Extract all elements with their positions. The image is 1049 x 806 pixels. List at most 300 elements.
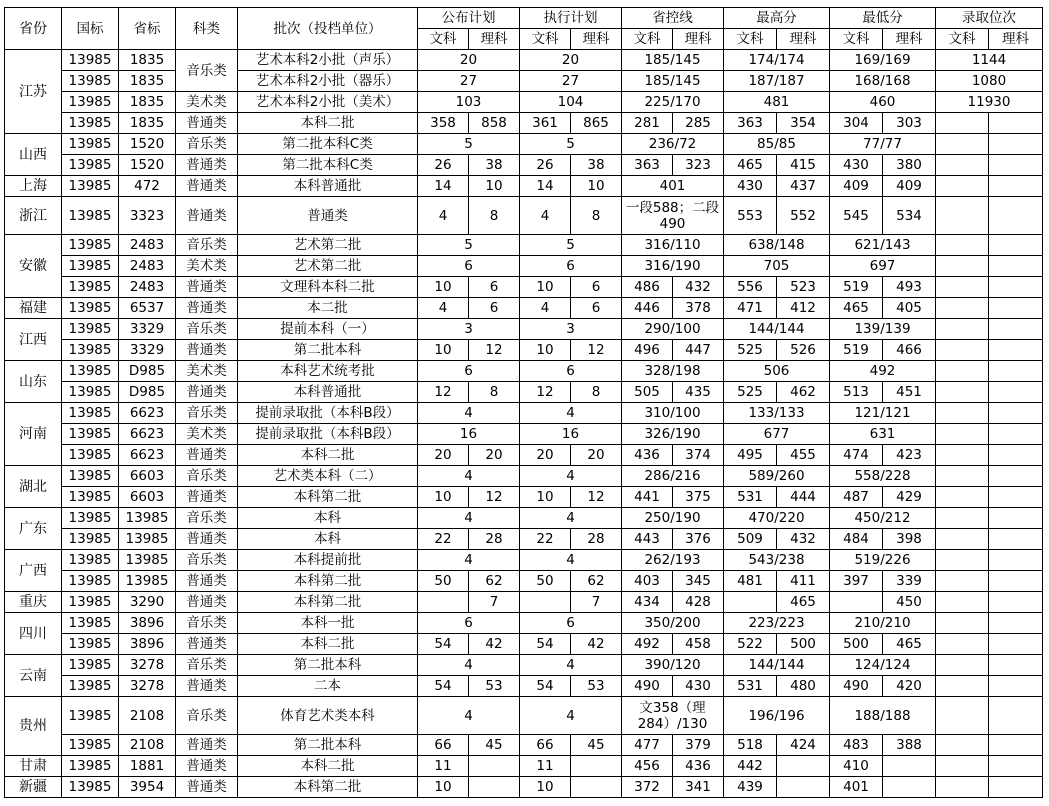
highest-score-li-cell: 523 xyxy=(777,277,830,298)
category-cell: 普通类 xyxy=(176,382,238,403)
national-code-cell: 13985 xyxy=(62,735,119,756)
executed-plan-li-cell: 6 xyxy=(571,298,622,319)
highest-score-cell: 589/260 xyxy=(724,466,830,487)
control-line-li-cell: 345 xyxy=(673,571,724,592)
batch-cell: 本二批 xyxy=(238,298,418,319)
admission-rank-wen-cell xyxy=(936,697,989,735)
national-code-cell: 13985 xyxy=(62,550,119,571)
executed-plan-wen-cell: 10 xyxy=(520,777,571,798)
admission-rank-li-cell xyxy=(989,197,1043,235)
admission-score-table xyxy=(4,7,1043,798)
subheader-li: 理科 xyxy=(673,29,724,50)
lowest-score-li-cell: 465 xyxy=(883,634,936,655)
highest-score-wen-cell: 522 xyxy=(724,634,777,655)
category-cell: 音乐类 xyxy=(176,50,238,92)
published-plan-li-cell: 12 xyxy=(469,487,520,508)
national-code-cell: 13985 xyxy=(62,424,119,445)
executed-plan-wen-cell: 54 xyxy=(520,676,571,697)
highest-score-wen-cell: 442 xyxy=(724,756,777,777)
control-line-cell: 290/100 xyxy=(622,319,724,340)
highest-score-wen-cell: 495 xyxy=(724,445,777,466)
table-row xyxy=(5,256,1043,277)
provincial-code-cell: 3278 xyxy=(119,676,176,697)
admission-rank-wen-cell xyxy=(936,571,989,592)
highest-score-li-cell: 444 xyxy=(777,487,830,508)
lowest-score-wen-cell: 484 xyxy=(830,529,883,550)
table-row xyxy=(5,550,1043,571)
published-plan-wen-cell: 22 xyxy=(418,529,469,550)
national-code-cell: 13985 xyxy=(62,466,119,487)
category-cell: 音乐类 xyxy=(176,697,238,735)
table-row xyxy=(5,466,1043,487)
batch-cell: 体育艺术类本科 xyxy=(238,697,418,735)
published-plan-wen-cell: 10 xyxy=(418,277,469,298)
published-plan-cell: 16 xyxy=(418,424,520,445)
lowest-score-wen-cell: 304 xyxy=(830,113,883,134)
executed-plan-li-cell: 42 xyxy=(571,634,622,655)
admission-rank-wen-cell xyxy=(936,197,989,235)
highest-score-li-cell: 437 xyxy=(777,176,830,197)
subheader-li: 理科 xyxy=(777,29,830,50)
published-plan-cell: 27 xyxy=(418,71,520,92)
admission-rank-li-cell xyxy=(989,508,1043,529)
table-row xyxy=(5,777,1043,798)
national-code-cell: 13985 xyxy=(62,235,119,256)
admission-rank-li-cell xyxy=(989,176,1043,197)
control-line-wen-cell: 441 xyxy=(622,487,673,508)
national-code-cell: 13985 xyxy=(62,50,119,71)
published-plan-cell: 6 xyxy=(418,256,520,277)
executed-plan-cell: 104 xyxy=(520,92,622,113)
table-row xyxy=(5,445,1043,466)
executed-plan-cell: 16 xyxy=(520,424,622,445)
header-published-plan: 公布计划 xyxy=(418,8,520,29)
highest-score-li-cell: 465 xyxy=(777,592,830,613)
header-national-code: 国标 xyxy=(62,8,119,50)
admission-rank-li-cell xyxy=(989,113,1043,134)
lowest-score-wen-cell: 483 xyxy=(830,735,883,756)
header-batch: 批次（投档单位） xyxy=(238,8,418,50)
table-row xyxy=(5,655,1043,676)
admission-rank-li-cell xyxy=(989,592,1043,613)
lowest-score-li-cell: 423 xyxy=(883,445,936,466)
table-row xyxy=(5,487,1043,508)
published-plan-cell: 6 xyxy=(418,613,520,634)
highest-score-cell: 85/85 xyxy=(724,134,830,155)
provincial-code-cell: 1835 xyxy=(119,71,176,92)
header-executed-plan: 执行计划 xyxy=(520,8,622,29)
control-line-cell: 一段588；二段490 xyxy=(622,197,724,235)
admission-rank-wen-cell xyxy=(936,134,989,155)
national-code-cell: 13985 xyxy=(62,134,119,155)
national-code-cell: 13985 xyxy=(62,319,119,340)
province-cell: 浙江 xyxy=(5,197,62,235)
province-cell: 安徽 xyxy=(5,235,62,298)
highest-score-cell: 481 xyxy=(724,92,830,113)
executed-plan-li-cell: 6 xyxy=(571,277,622,298)
provincial-code-cell: 1520 xyxy=(119,134,176,155)
executed-plan-li-cell xyxy=(571,777,622,798)
admission-rank-wen-cell xyxy=(936,756,989,777)
control-line-li-cell: 430 xyxy=(673,676,724,697)
control-line-wen-cell: 492 xyxy=(622,634,673,655)
lowest-score-wen-cell: 474 xyxy=(830,445,883,466)
published-plan-wen-cell: 11 xyxy=(418,756,469,777)
published-plan-li-cell: 10 xyxy=(469,176,520,197)
province-cell: 山东 xyxy=(5,361,62,403)
batch-cell: 第二批本科C类 xyxy=(238,134,418,155)
control-line-wen-cell: 281 xyxy=(622,113,673,134)
subheader-wen: 文科 xyxy=(622,29,673,50)
executed-plan-wen-cell: 11 xyxy=(520,756,571,777)
lowest-score-wen-cell: 487 xyxy=(830,487,883,508)
admission-rank-li-cell xyxy=(989,634,1043,655)
admission-rank-li-cell xyxy=(989,571,1043,592)
national-code-cell: 13985 xyxy=(62,508,119,529)
provincial-code-cell: 13985 xyxy=(119,508,176,529)
national-code-cell: 13985 xyxy=(62,298,119,319)
executed-plan-li-cell: 12 xyxy=(571,340,622,361)
national-code-cell: 13985 xyxy=(62,592,119,613)
subheader-li: 理科 xyxy=(989,29,1043,50)
highest-score-wen-cell: 471 xyxy=(724,298,777,319)
admission-rank-wen-cell xyxy=(936,155,989,176)
admission-rank-li-cell xyxy=(989,319,1043,340)
lowest-score-li-cell xyxy=(883,777,936,798)
highest-score-li-cell: 462 xyxy=(777,382,830,403)
control-line-wen-cell: 434 xyxy=(622,592,673,613)
admission-rank-wen-cell xyxy=(936,613,989,634)
control-line-cell: 236/72 xyxy=(622,134,724,155)
table-row xyxy=(5,634,1043,655)
lowest-score-wen-cell: 397 xyxy=(830,571,883,592)
provincial-code-cell: 1881 xyxy=(119,756,176,777)
executed-plan-wen-cell: 12 xyxy=(520,382,571,403)
admission-rank-wen-cell xyxy=(936,361,989,382)
provincial-code-cell: 2483 xyxy=(119,256,176,277)
admission-rank-wen-cell xyxy=(936,676,989,697)
executed-plan-wen-cell: 361 xyxy=(520,113,571,134)
lowest-score-cell: 460 xyxy=(830,92,936,113)
executed-plan-cell: 6 xyxy=(520,361,622,382)
admission-table-container xyxy=(4,7,1043,798)
executed-plan-cell: 4 xyxy=(520,655,622,676)
admission-rank-li-cell xyxy=(989,155,1043,176)
table-row xyxy=(5,340,1043,361)
category-cell: 普通类 xyxy=(176,487,238,508)
batch-cell: 文理科本科二批 xyxy=(238,277,418,298)
control-line-cell: 316/110 xyxy=(622,235,724,256)
category-cell: 音乐类 xyxy=(176,319,238,340)
lowest-score-wen-cell: 519 xyxy=(830,277,883,298)
highest-score-li-cell xyxy=(777,756,830,777)
lowest-score-li-cell: 405 xyxy=(883,298,936,319)
provincial-code-cell: 6623 xyxy=(119,424,176,445)
published-plan-cell: 4 xyxy=(418,550,520,571)
highest-score-wen-cell: 525 xyxy=(724,382,777,403)
published-plan-li-cell xyxy=(469,777,520,798)
national-code-cell: 13985 xyxy=(62,634,119,655)
control-line-li-cell: 447 xyxy=(673,340,724,361)
subheader-wen: 文科 xyxy=(830,29,883,50)
admission-rank-wen-cell xyxy=(936,298,989,319)
batch-cell: 提前本科（一） xyxy=(238,319,418,340)
control-line-wen-cell: 496 xyxy=(622,340,673,361)
category-cell: 音乐类 xyxy=(176,235,238,256)
admission-rank-wen-cell xyxy=(936,176,989,197)
category-cell: 普通类 xyxy=(176,445,238,466)
header-province: 省份 xyxy=(5,8,62,50)
executed-plan-wen-cell: 10 xyxy=(520,277,571,298)
subheader-li: 理科 xyxy=(571,29,622,50)
control-line-wen-cell: 363 xyxy=(622,155,673,176)
highest-score-cell: 187/187 xyxy=(724,71,830,92)
category-cell: 普通类 xyxy=(176,340,238,361)
province-cell: 新疆 xyxy=(5,777,62,798)
batch-cell: 艺术本科2小批（美术） xyxy=(238,92,418,113)
lowest-score-cell: 169/169 xyxy=(830,50,936,71)
batch-cell: 艺术本科2小批（声乐） xyxy=(238,50,418,71)
highest-score-cell: 144/144 xyxy=(724,319,830,340)
highest-score-li-cell: 552 xyxy=(777,197,830,235)
lowest-score-li-cell: 409 xyxy=(883,176,936,197)
admission-rank-li-cell xyxy=(989,735,1043,756)
published-plan-li-cell: 6 xyxy=(469,277,520,298)
province-cell: 山西 xyxy=(5,134,62,176)
lowest-score-cell: 210/210 xyxy=(830,613,936,634)
published-plan-li-cell xyxy=(469,756,520,777)
batch-cell: 本科第二批 xyxy=(238,571,418,592)
batch-cell: 本科普通批 xyxy=(238,176,418,197)
admission-rank-li-cell xyxy=(989,134,1043,155)
admission-rank-wen-cell xyxy=(936,508,989,529)
admission-rank-li-cell xyxy=(989,403,1043,424)
control-line-li-cell: 374 xyxy=(673,445,724,466)
category-cell: 美术类 xyxy=(176,256,238,277)
executed-plan-li-cell: 62 xyxy=(571,571,622,592)
provincial-code-cell: 2483 xyxy=(119,235,176,256)
provincial-code-cell: 2483 xyxy=(119,277,176,298)
published-plan-li-cell: 45 xyxy=(469,735,520,756)
lowest-score-cell: 188/188 xyxy=(830,697,936,735)
control-line-cell: 328/198 xyxy=(622,361,724,382)
category-cell: 普通类 xyxy=(176,277,238,298)
category-cell: 音乐类 xyxy=(176,466,238,487)
highest-score-cell: 223/223 xyxy=(724,613,830,634)
table-row xyxy=(5,361,1043,382)
published-plan-li-cell: 38 xyxy=(469,155,520,176)
provincial-code-cell: 3290 xyxy=(119,592,176,613)
admission-rank-li-cell xyxy=(989,466,1043,487)
category-cell: 普通类 xyxy=(176,113,238,134)
header-lowest-score: 最低分 xyxy=(830,8,936,29)
published-plan-li-cell: 6 xyxy=(469,298,520,319)
admission-rank-li-cell xyxy=(989,756,1043,777)
published-plan-cell: 4 xyxy=(418,403,520,424)
admission-rank-wen-cell xyxy=(936,319,989,340)
province-cell: 广东 xyxy=(5,508,62,550)
highest-score-cell: 506 xyxy=(724,361,830,382)
header-category: 科类 xyxy=(176,8,238,50)
highest-score-wen-cell: 481 xyxy=(724,571,777,592)
lowest-score-li-cell: 493 xyxy=(883,277,936,298)
province-cell: 上海 xyxy=(5,176,62,197)
lowest-score-wen-cell: 519 xyxy=(830,340,883,361)
executed-plan-li-cell: 53 xyxy=(571,676,622,697)
batch-cell: 本科第二批 xyxy=(238,487,418,508)
highest-score-wen-cell: 430 xyxy=(724,176,777,197)
admission-rank-li-cell xyxy=(989,613,1043,634)
executed-plan-li-cell xyxy=(571,756,622,777)
executed-plan-wen-cell: 26 xyxy=(520,155,571,176)
published-plan-wen-cell: 4 xyxy=(418,197,469,235)
national-code-cell: 13985 xyxy=(62,756,119,777)
executed-plan-cell: 5 xyxy=(520,235,622,256)
national-code-cell: 13985 xyxy=(62,361,119,382)
published-plan-li-cell: 62 xyxy=(469,571,520,592)
provincial-code-cell: 1835 xyxy=(119,50,176,71)
national-code-cell: 13985 xyxy=(62,155,119,176)
executed-plan-wen-cell: 54 xyxy=(520,634,571,655)
published-plan-li-cell: 20 xyxy=(469,445,520,466)
lowest-score-cell: 121/121 xyxy=(830,403,936,424)
highest-score-li-cell: 411 xyxy=(777,571,830,592)
admission-rank-cell: 11930 xyxy=(936,92,1043,113)
lowest-score-li-cell: 450 xyxy=(883,592,936,613)
published-plan-wen-cell: 358 xyxy=(418,113,469,134)
control-line-wen-cell: 505 xyxy=(622,382,673,403)
executed-plan-cell: 4 xyxy=(520,403,622,424)
published-plan-wen-cell: 26 xyxy=(418,155,469,176)
table-row xyxy=(5,529,1043,550)
lowest-score-wen-cell: 500 xyxy=(830,634,883,655)
executed-plan-cell: 4 xyxy=(520,697,622,735)
lowest-score-li-cell: 534 xyxy=(883,197,936,235)
table-row xyxy=(5,50,1043,71)
highest-score-cell: 174/174 xyxy=(724,50,830,71)
published-plan-li-cell: 8 xyxy=(469,197,520,235)
batch-cell: 提前录取批（本科B段） xyxy=(238,403,418,424)
highest-score-wen-cell: 531 xyxy=(724,487,777,508)
category-cell: 音乐类 xyxy=(176,655,238,676)
highest-score-wen-cell: 518 xyxy=(724,735,777,756)
published-plan-cell: 20 xyxy=(418,50,520,71)
executed-plan-cell: 20 xyxy=(520,50,622,71)
executed-plan-li-cell: 20 xyxy=(571,445,622,466)
category-cell: 音乐类 xyxy=(176,134,238,155)
provincial-code-cell: 1520 xyxy=(119,155,176,176)
published-plan-cell: 4 xyxy=(418,697,520,735)
highest-score-wen-cell: 531 xyxy=(724,676,777,697)
lowest-score-wen-cell: 410 xyxy=(830,756,883,777)
control-line-cell: 286/216 xyxy=(622,466,724,487)
highest-score-cell: 677 xyxy=(724,424,830,445)
control-line-li-cell: 379 xyxy=(673,735,724,756)
batch-cell: 本科普通批 xyxy=(238,382,418,403)
category-cell: 音乐类 xyxy=(176,613,238,634)
national-code-cell: 13985 xyxy=(62,445,119,466)
province-cell: 广西 xyxy=(5,550,62,592)
batch-cell: 艺术第二批 xyxy=(238,256,418,277)
control-line-cell: 316/190 xyxy=(622,256,724,277)
batch-cell: 第二批本科C类 xyxy=(238,155,418,176)
lowest-score-wen-cell xyxy=(830,592,883,613)
lowest-score-cell: 558/228 xyxy=(830,466,936,487)
lowest-score-wen-cell: 401 xyxy=(830,777,883,798)
published-plan-li-cell: 7 xyxy=(469,592,520,613)
national-code-cell: 13985 xyxy=(62,613,119,634)
control-line-wen-cell: 436 xyxy=(622,445,673,466)
table-row xyxy=(5,155,1043,176)
lowest-score-li-cell: 420 xyxy=(883,676,936,697)
executed-plan-wen-cell: 4 xyxy=(520,298,571,319)
subheader-wen: 文科 xyxy=(724,29,777,50)
category-cell: 普通类 xyxy=(176,756,238,777)
table-row xyxy=(5,676,1043,697)
province-cell: 贵州 xyxy=(5,697,62,756)
executed-plan-wen-cell: 10 xyxy=(520,487,571,508)
highest-score-li-cell: 480 xyxy=(777,676,830,697)
provincial-code-cell: 3954 xyxy=(119,777,176,798)
header-provincial-code: 省标 xyxy=(119,8,176,50)
lowest-score-cell: 697 xyxy=(830,256,936,277)
control-line-wen-cell: 477 xyxy=(622,735,673,756)
published-plan-li-cell: 53 xyxy=(469,676,520,697)
table-row xyxy=(5,277,1043,298)
highest-score-li-cell: 424 xyxy=(777,735,830,756)
national-code-cell: 13985 xyxy=(62,697,119,735)
executed-plan-wen-cell: 50 xyxy=(520,571,571,592)
lowest-score-wen-cell: 545 xyxy=(830,197,883,235)
executed-plan-li-cell: 38 xyxy=(571,155,622,176)
executed-plan-li-cell: 7 xyxy=(571,592,622,613)
highest-score-wen-cell: 525 xyxy=(724,340,777,361)
control-line-li-cell: 375 xyxy=(673,487,724,508)
highest-score-cell: 543/238 xyxy=(724,550,830,571)
control-line-wen-cell: 403 xyxy=(622,571,673,592)
national-code-cell: 13985 xyxy=(62,113,119,134)
admission-rank-li-cell xyxy=(989,529,1043,550)
control-line-wen-cell: 446 xyxy=(622,298,673,319)
published-plan-cell: 3 xyxy=(418,319,520,340)
admission-rank-wen-cell xyxy=(936,466,989,487)
control-line-wen-cell: 372 xyxy=(622,777,673,798)
provincial-code-cell: 472 xyxy=(119,176,176,197)
admission-rank-wen-cell xyxy=(936,777,989,798)
lowest-score-cell: 519/226 xyxy=(830,550,936,571)
lowest-score-cell: 450/212 xyxy=(830,508,936,529)
admission-rank-wen-cell xyxy=(936,340,989,361)
control-line-li-cell: 428 xyxy=(673,592,724,613)
published-plan-wen-cell: 14 xyxy=(418,176,469,197)
province-cell: 河南 xyxy=(5,403,62,466)
control-line-cell: 文358（理284）/130 xyxy=(622,697,724,735)
lowest-score-li-cell: 451 xyxy=(883,382,936,403)
highest-score-wen-cell xyxy=(724,592,777,613)
admission-rank-cell: 1144 xyxy=(936,50,1043,71)
subheader-li: 理科 xyxy=(469,29,520,50)
admission-rank-wen-cell xyxy=(936,382,989,403)
table-row xyxy=(5,235,1043,256)
admission-rank-wen-cell xyxy=(936,256,989,277)
category-cell: 普通类 xyxy=(176,777,238,798)
admission-rank-li-cell xyxy=(989,256,1043,277)
published-plan-wen-cell: 10 xyxy=(418,777,469,798)
control-line-cell: 185/145 xyxy=(622,50,724,71)
provincial-code-cell: 6623 xyxy=(119,445,176,466)
batch-cell: 本科艺术统考批 xyxy=(238,361,418,382)
table-row xyxy=(5,735,1043,756)
